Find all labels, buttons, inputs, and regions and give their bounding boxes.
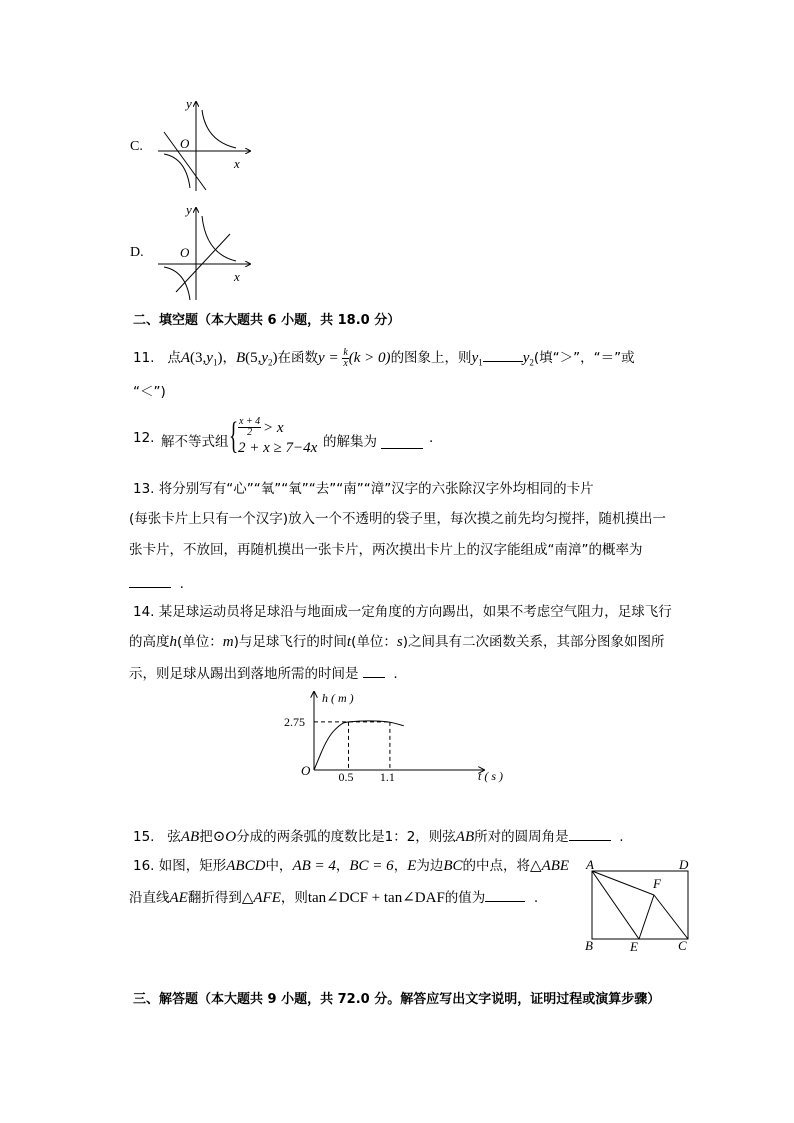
question-11: 11. 点$A(3,y_1)$，$B(5,y_2)$在函数y = $\frac{k}{x}$ (k > 0)的图象上，则$y_1$ $y_2$(填“＞”，“＝”或 bbox=[133, 346, 635, 369]
answer-blank-12[interactable] bbox=[381, 434, 423, 449]
segment-fc bbox=[654, 895, 688, 939]
chart-y-label: h ( m ) bbox=[322, 691, 354, 705]
question-11-line2: “＜”) bbox=[133, 384, 166, 400]
d-axis-x-label: x bbox=[234, 269, 240, 284]
question-16-line2: 沿直线AE翻折得到△AFE，则tan∠DCF + tan∠DAF的值为 . bbox=[129, 887, 538, 907]
question-15: 15. 弦AB把⊙O分成的两条弧的度数比是1：2，则弦AB所对的圆周角是 . bbox=[133, 826, 624, 846]
label-b: B bbox=[585, 938, 593, 953]
segment-ef bbox=[639, 895, 654, 939]
answer-blank-11[interactable] bbox=[483, 347, 523, 362]
question-16-line1: 16. 如图，矩形ABCD中，AB = 4，BC = 6，E为边BC的中点，将△ABE bbox=[133, 858, 570, 874]
c-axis-x-label: x bbox=[234, 156, 240, 171]
d-origin-label: O bbox=[180, 245, 190, 260]
option-d-label: D. bbox=[130, 245, 144, 260]
rectangle-figure bbox=[580, 856, 700, 956]
question-13-line3: 张卡片，不放回，再随机摸出一张卡片，两次摸出卡片上的汉字能组成“南漳”的概率为 bbox=[129, 542, 643, 558]
option-d-graph bbox=[150, 202, 260, 302]
question-14-line3: 示，则足球从踢出到落地所需的时间是 . bbox=[129, 663, 398, 683]
answer-blank-16[interactable] bbox=[485, 887, 525, 902]
c-axis-y-label: y bbox=[186, 96, 192, 111]
label-a: A bbox=[586, 857, 594, 872]
rect-abcd bbox=[592, 871, 688, 939]
height-time-chart bbox=[280, 686, 520, 788]
option-c bbox=[130, 96, 260, 196]
segment-ae bbox=[592, 871, 639, 939]
answer-blank-13[interactable] bbox=[129, 573, 171, 588]
y-tick-label-0: 2.75 bbox=[284, 714, 305, 729]
label-c: C bbox=[678, 938, 687, 953]
d-hyperbola-lower bbox=[164, 267, 190, 300]
c-hyperbola-upper bbox=[202, 110, 236, 148]
segment-af bbox=[592, 871, 654, 895]
c-hyperbola-lower bbox=[164, 154, 190, 188]
answer-blank-15[interactable] bbox=[569, 826, 611, 841]
label-d: D bbox=[679, 857, 689, 872]
question-14-line1: 14. 某足球运动员将足球沿与地面成一定角度的方向踢出，如果不考虑空气阻力，足球飞行 bbox=[133, 604, 672, 620]
question-13-line4: . bbox=[129, 573, 184, 593]
option-d bbox=[130, 202, 260, 302]
c-origin-label: O bbox=[180, 136, 190, 151]
d-axis-y-label: y bbox=[186, 202, 192, 217]
brace: { bbox=[229, 415, 239, 457]
x-tick-label-0: 0.5 bbox=[338, 770, 354, 784]
answer-blank-14[interactable] bbox=[363, 663, 385, 678]
question-14-line2: 的高度h(单位：m)与足球飞行的时间t(单位：s)之间具有二次函数关系，其部分图象如图所 bbox=[129, 634, 665, 650]
question-13-line1: 13. 将分别写有“心”“氧”“氧”“去”“南”“漳”汉字的六张除汉字外均相同的卡片 bbox=[133, 481, 594, 497]
option-c-label: C. bbox=[130, 139, 143, 154]
label-e: E bbox=[630, 939, 638, 954]
question-13-line2: (每张卡片上只有一个汉字)放入一个不透明的袋子里，每次摸之前先均匀搅拌，随机摸出一 bbox=[129, 511, 667, 527]
x-plus-4-over-2: $\frac{x + 4}{2}$ bbox=[239, 416, 261, 438]
chart-x-label: t ( s ) bbox=[478, 769, 503, 783]
option-c-graph bbox=[150, 96, 260, 196]
chart-origin-label: O bbox=[301, 763, 311, 778]
label-f: F bbox=[653, 876, 661, 891]
d-hyperbola-upper bbox=[202, 216, 236, 261]
section3-title: 三、解答题（本大题共 9 小题，共 72.0 分。解答应写出文字说明，证明过程或演算步骤） bbox=[133, 992, 661, 1007]
section2-title: 二、填空题（本大题共 6 小题，共 18.0 分） bbox=[133, 313, 401, 328]
x-tick-label-1: 1.1 bbox=[379, 770, 395, 784]
k-over-x-fraction: $\frac{k}{x}$ bbox=[343, 346, 348, 369]
d-line bbox=[176, 234, 230, 292]
